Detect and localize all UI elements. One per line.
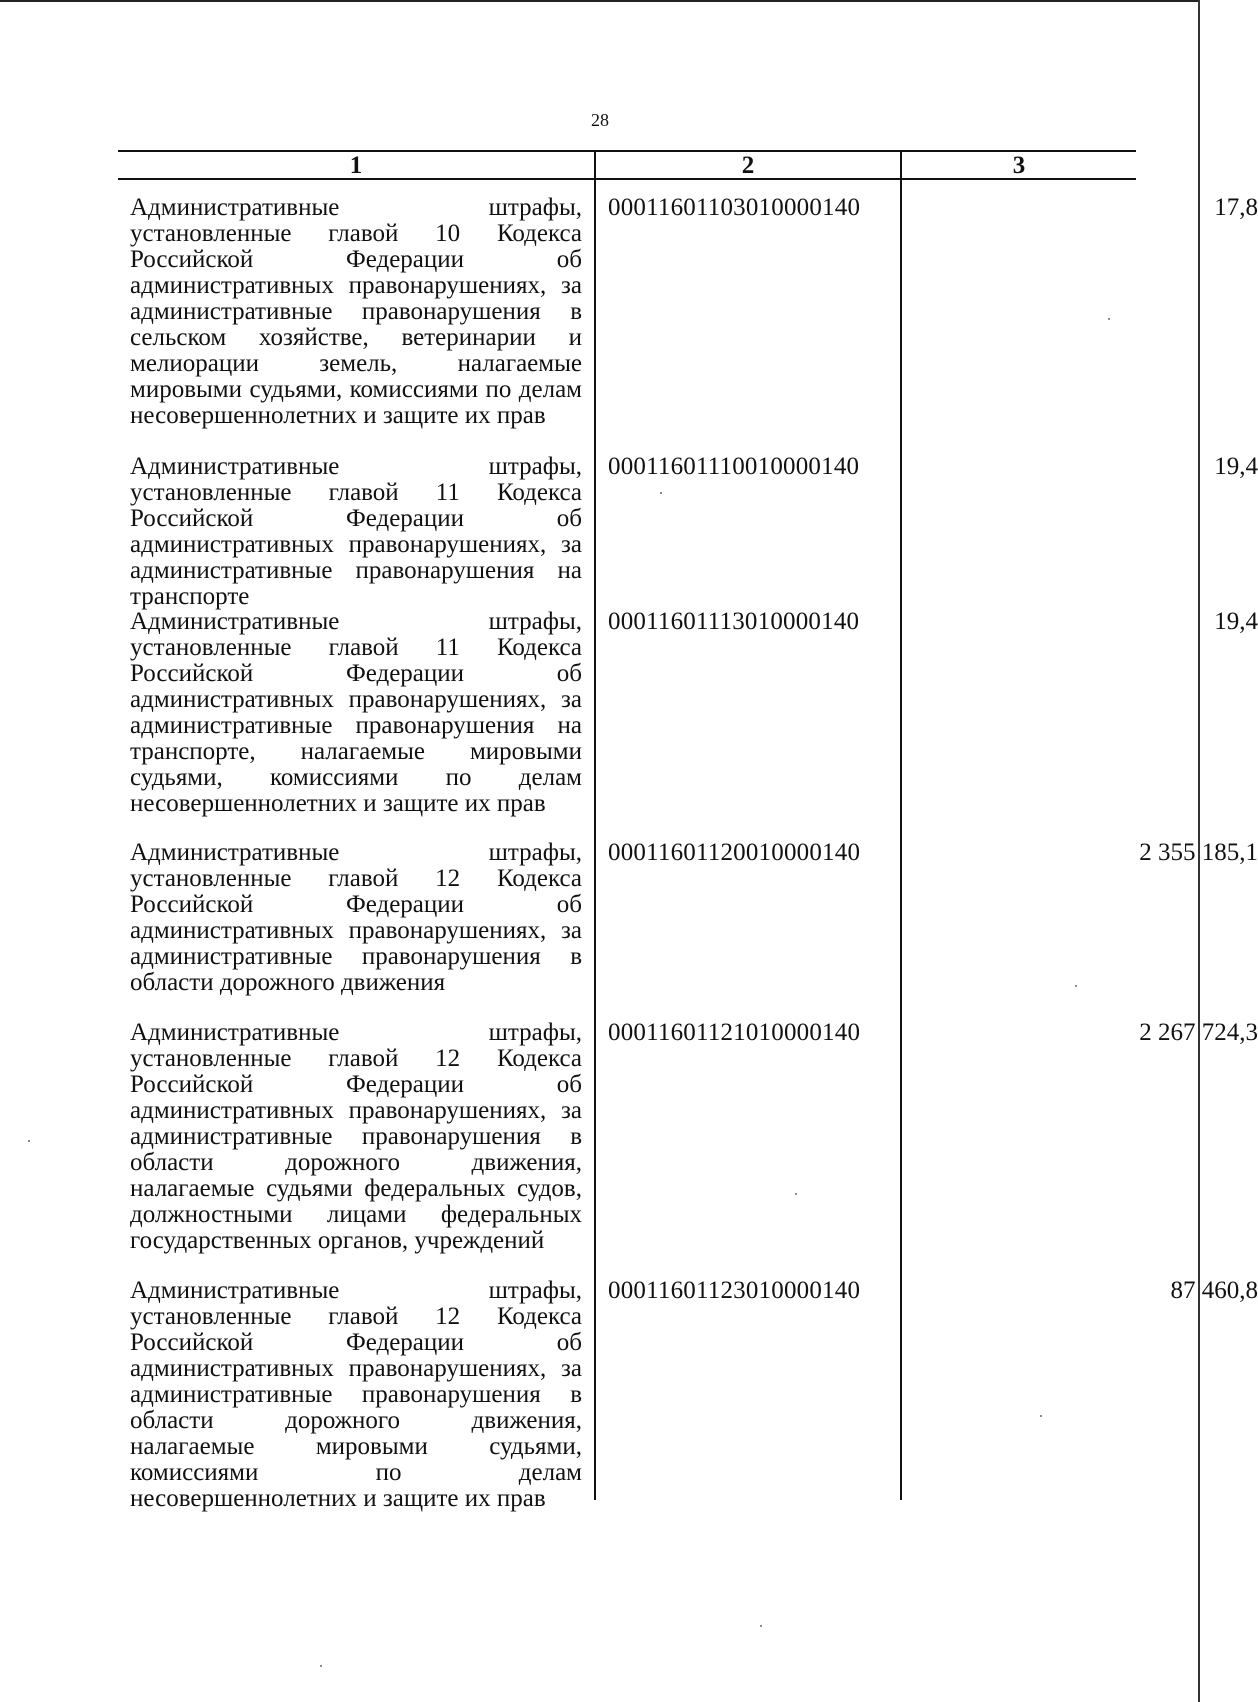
column-header-2: 2 (741, 152, 755, 179)
row-value: 17,8 (1214, 194, 1258, 221)
row-description: Административные штрафы, установленные главой 12 Кодекса Российской Федерации об административных правонарушениях, за административные правонарушения в области дорожного движения (130, 839, 582, 996)
scan-speck (660, 492, 662, 494)
row-code: 00011601121010000140 (608, 1019, 861, 1046)
row-description: Административные штрафы, установленные главой 10 Кодекса Российской Федерации об административных правонарушениях, за административные правонарушения в сельском хозяйстве, ветеринарии и мелиорации земель, налагаемые мировыми судьями, комиссиями по делам несовершеннолетних и защите их прав (130, 194, 582, 429)
row-description: Административные штрафы, установленные главой 11 Кодекса Российской Федерации об административных правонарушениях, за административные правонарушения на транспорте (130, 453, 582, 610)
row-description: Административные штрафы, установленные главой 12 Кодекса Российской Федерации об административных правонарушениях, за административные правонарушения в области дорожного движения, налагаемые мировыми судьями, комиссиями по делам несовершеннолетних и защите их прав (130, 1277, 582, 1512)
column-divider-1 (594, 150, 596, 1500)
scan-speck (1108, 318, 1110, 320)
row-description: Административные штрафы, установленные главой 11 Кодекса Российской Федерации об административных правонарушениях, за административные правонарушения на транспорте, налагаемые мировыми судьями, комиссиями по делам несовершеннолетних и защите их прав (130, 608, 582, 817)
scan-speck (760, 1625, 762, 1627)
column-header-1: 1 (349, 152, 363, 179)
scan-speck (28, 1140, 30, 1142)
row-value: 19,4 (1214, 453, 1258, 480)
row-code: 00011601110010000140 (608, 453, 860, 480)
row-code: 00011601103010000140 (608, 194, 861, 221)
page-edge-top (0, 0, 1200, 2)
row-value: 2 267 724,3 (1139, 1019, 1258, 1046)
scan-speck (1075, 985, 1077, 987)
page-number (0, 110, 1227, 131)
page-number-text: 28 (591, 110, 609, 130)
scan-speck (320, 1665, 322, 1667)
row-value: 19,4 (1214, 608, 1258, 635)
row-code: 00011601123010000140 (608, 1277, 861, 1304)
scan-speck (795, 1193, 797, 1195)
row-value: 87 460,8 (1170, 1277, 1258, 1304)
column-header-3: 3 (1012, 152, 1026, 179)
row-description: Административные штрафы, установленные главой 12 Кодекса Российской Федерации об административных правонарушениях, за административные правонарушения в области дорожного движения, налагаемые судьями федеральных судов, должностными лицами федеральных государственных органов, учреждений (130, 1019, 582, 1254)
row-value: 2 355 185,1 (1139, 839, 1258, 866)
scan-speck (1040, 1415, 1042, 1417)
row-code: 00011601113010000140 (608, 608, 860, 635)
row-code: 00011601120010000140 (608, 839, 861, 866)
